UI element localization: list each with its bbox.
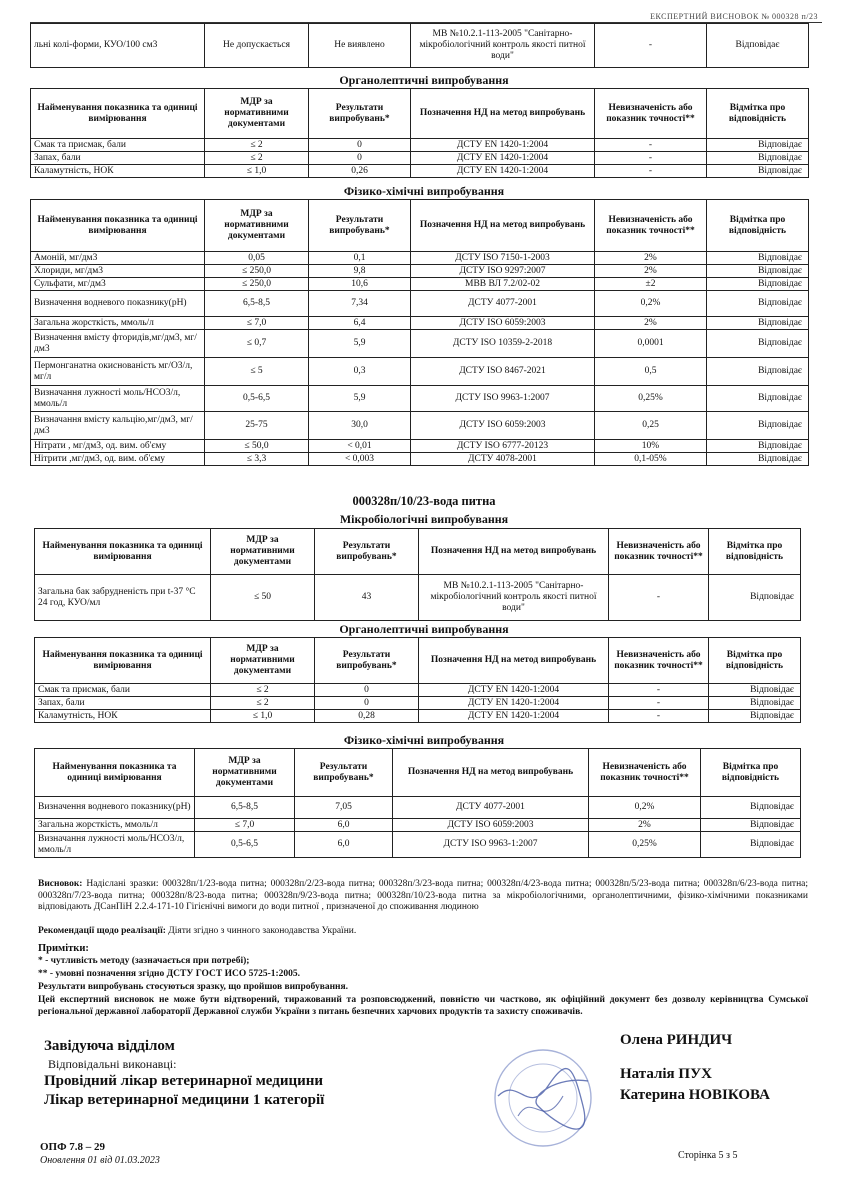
table-row xyxy=(31,358,809,386)
cell-name: Сульфати, мг/дм3 xyxy=(31,278,205,291)
sample-title: 000328п/10/23-вода питна xyxy=(352,494,496,508)
cell-mdr: ≤ 2 xyxy=(205,152,309,165)
cell-mark: Відповідає xyxy=(701,819,801,832)
cell-uncert: - xyxy=(595,152,707,165)
cell-result: 7,34 xyxy=(309,291,411,317)
cell-method: ДСТУ EN 1420-1:2004 xyxy=(419,684,609,697)
cell-result: 0 xyxy=(309,152,411,165)
cell-mdr: ≤ 50,0 xyxy=(205,440,309,453)
header-mark: Відмітка про відповідність xyxy=(709,638,801,684)
cell-method: ДСТУ EN 1420-1:2004 xyxy=(411,139,595,152)
cell-result: 6,0 xyxy=(295,819,393,832)
header-name: Найменування показника та одиниці вимірювання xyxy=(31,200,205,252)
cell-mark: Відповідає xyxy=(707,139,809,152)
vet-title: Лікар ветеринарної медицини 1 категорії xyxy=(44,1092,325,1108)
header-method: Позначення НД на метод випробувань xyxy=(411,89,595,139)
cell-uncert: - xyxy=(609,697,709,710)
top-continuation-table xyxy=(30,23,809,68)
section-title-organoleptic-2: Органолептичні випробування xyxy=(339,622,509,636)
header-uncert: Невизначеність або показник точності** xyxy=(609,529,709,575)
cell-mark: Відповідає xyxy=(709,697,801,710)
cell-mark: Відповідає xyxy=(707,453,809,466)
table-row xyxy=(35,797,801,819)
cell-mdr: ≤ 250,0 xyxy=(205,265,309,278)
cell-result: 0,1 xyxy=(309,252,411,265)
cell-result: 7,05 xyxy=(295,797,393,819)
cell-result: 5,9 xyxy=(309,386,411,412)
header-mark: Відмітка про відповідність xyxy=(709,529,801,575)
header-method: Позначення НД на метод випробувань xyxy=(411,200,595,252)
cell-method: ДСТУ EN 1420-1:2004 xyxy=(419,697,609,710)
cell-mark: Відповідає xyxy=(707,252,809,265)
cell-mark: Відповідає xyxy=(709,575,801,621)
header-method: Позначення НД на метод випробувань xyxy=(419,529,609,575)
cell-uncert: 10% xyxy=(595,440,707,453)
cell-method: ДСТУ EN 1420-1:2004 xyxy=(419,710,609,723)
header-method: Позначення НД на метод випробувань xyxy=(419,638,609,684)
table-row xyxy=(31,252,809,265)
header-mark: Відмітка про відповідність xyxy=(707,200,809,252)
header-mark: Відмітка про відповідність xyxy=(701,749,801,797)
cell-mdr: 6,5-8,5 xyxy=(205,291,309,317)
cell-name: Визначання лужності моль/НСО3/л, ммоль/л xyxy=(35,832,195,858)
header-mdr: МДР за нормативними документами xyxy=(195,749,295,797)
table-row xyxy=(35,710,801,723)
cell-mark: Відповідає xyxy=(709,684,801,697)
table-row xyxy=(31,265,809,278)
table-row xyxy=(31,412,809,440)
cell-mdr: 0,5-6,5 xyxy=(195,832,295,858)
cell-result: 43 xyxy=(315,575,419,621)
table-row xyxy=(35,819,801,832)
cell-method: ДСТУ ISO 9963-1:2007 xyxy=(411,386,595,412)
cell-method: ДСТУ EN 1420-1:2004 xyxy=(411,165,595,178)
table-row xyxy=(31,278,809,291)
cell-mdr: ≤ 3,3 xyxy=(205,453,309,466)
header-mdr: МДР за нормативними документами xyxy=(205,200,309,252)
cell-method: ДСТУ ISO 9963-1:2007 xyxy=(393,832,589,858)
cell-name: Запах, бали xyxy=(35,697,211,710)
page-number: Сторінка 5 з 5 xyxy=(678,1150,738,1161)
table-row xyxy=(35,575,801,621)
cell-result: 0 xyxy=(315,684,419,697)
note-3: Результати випробувань стосуються зразку, що пройшов випробування. xyxy=(38,982,349,992)
cell-method: ДСТУ ISO 7150-1-2003 xyxy=(411,252,595,265)
cell-method: МВВ ВЛ 7.2/02-02 xyxy=(411,278,595,291)
section-title-organoleptic-1: Органолептичні випробування xyxy=(339,73,509,87)
cell-mdr: ≤ 5 xyxy=(205,358,309,386)
cell-name: Хлориди, мг/дм3 xyxy=(31,265,205,278)
cell-mark: Відповідає xyxy=(707,317,809,330)
cell-name: Каламутність, НОК xyxy=(31,165,205,178)
table-row xyxy=(31,330,809,358)
cell-name: Смак та присмак, бали xyxy=(31,139,205,152)
table-row xyxy=(31,453,809,466)
header-mark: Відмітка про відповідність xyxy=(707,89,809,139)
cell-uncert: 0,5 xyxy=(595,358,707,386)
cell-mark: Відповідає xyxy=(707,330,809,358)
cell-mark: Відповідає xyxy=(707,152,809,165)
cell-mark: Відповідає xyxy=(707,165,809,178)
cell-mark: Відповідає xyxy=(707,386,809,412)
cell-name: Амоній, мг/дм3 xyxy=(31,252,205,265)
cell-name: Визначення вмісту фторидів,мг/дм3, мг/дм3 xyxy=(31,330,205,358)
table-row xyxy=(31,386,809,412)
cell-uncert: - xyxy=(609,684,709,697)
conclusion-label: Висновок: xyxy=(38,879,83,889)
cell-name: Визначання лужності моль/НСО3/л, ммоль/л xyxy=(31,386,205,412)
cell-uncert: - xyxy=(595,139,707,152)
row-mark: Відповідає xyxy=(707,24,809,68)
cell-mdr: ≤ 50 xyxy=(211,575,315,621)
physchem-table-1 xyxy=(30,199,809,466)
cell-mark: Відповідає xyxy=(701,832,801,858)
cell-mdr: ≤ 7,0 xyxy=(205,317,309,330)
row-result: Не виявлено xyxy=(309,24,411,68)
cell-uncert: 2% xyxy=(595,252,707,265)
cell-mdr: ≤ 2 xyxy=(211,684,315,697)
header-result: Результати випробувань* xyxy=(315,638,419,684)
lead-vet-title: Провідний лікар ветеринарної медицини xyxy=(44,1073,324,1089)
doc-reference: ЕКСПЕРТНИЙ ВИСНОВОК № 000328 п/23 xyxy=(650,12,818,21)
header-method: Позначення НД на метод випробувань xyxy=(393,749,589,797)
cell-uncert: 0,2% xyxy=(589,797,701,819)
official-stamp-and-signature xyxy=(488,1036,608,1156)
cell-result: 10,6 xyxy=(309,278,411,291)
header-mdr: МДР за нормативними документами xyxy=(211,529,315,575)
cell-mark: Відповідає xyxy=(707,412,809,440)
section-title-micro-2: Мікробіологічні випробування xyxy=(339,512,509,526)
cell-result: < 0,003 xyxy=(309,453,411,466)
cell-name: Визначання вмісту кальцію,мг/дм3, мг/дм3 xyxy=(31,412,205,440)
cell-name: Нітрати , мг/дм3, од. вим. об'єму xyxy=(31,440,205,453)
cell-name: Запах, бали xyxy=(31,152,205,165)
cell-mdr: 0,5-6,5 xyxy=(205,386,309,412)
row-name: льні колі-форми, КУО/100 см3 xyxy=(31,24,205,68)
cell-mdr: ≤ 2 xyxy=(205,139,309,152)
cell-mdr: ≤ 1,0 xyxy=(205,165,309,178)
conclusion xyxy=(38,879,808,914)
table-row xyxy=(35,684,801,697)
cell-uncert: 2% xyxy=(589,819,701,832)
cell-mdr: 6,5-8,5 xyxy=(195,797,295,819)
lead-vet-name: Наталія ПУХ xyxy=(620,1066,712,1082)
table-row xyxy=(31,165,809,178)
cell-mdr: ≤ 2 xyxy=(211,697,315,710)
header-uncert: Невизначеність або показник точності** xyxy=(595,200,707,252)
header-mdr: МДР за нормативними документами xyxy=(211,638,315,684)
cell-uncert: 2% xyxy=(595,265,707,278)
cell-uncert: 0,2% xyxy=(595,291,707,317)
cell-method: ДСТУ EN 1420-1:2004 xyxy=(411,152,595,165)
header-name: Найменування показника та одиниці вимірювання xyxy=(31,89,205,139)
header-result: Результати випробувань* xyxy=(295,749,393,797)
physchem-table-2 xyxy=(34,748,801,858)
note-2: ** - умовні позначення згідно ДСТУ ГОСТ ИСО 5725-1:2005. xyxy=(38,969,301,979)
table-row xyxy=(31,291,809,317)
cell-method: ДСТУ ISO 6059:2003 xyxy=(411,317,595,330)
cell-uncert: 0,1-05% xyxy=(595,453,707,466)
cell-method: ДСТУ ISO 6059:2003 xyxy=(411,412,595,440)
cell-mdr: 25-75 xyxy=(205,412,309,440)
cell-uncert: - xyxy=(609,575,709,621)
cell-mdr: ≤ 7,0 xyxy=(195,819,295,832)
header-mdr: МДР за нормативними документами xyxy=(205,89,309,139)
header-result: Результати випробувань* xyxy=(309,89,411,139)
cell-result: 0,26 xyxy=(309,165,411,178)
cell-name: Смак та присмак, бали xyxy=(35,684,211,697)
form-code: ОПФ 7.8 – 29 xyxy=(40,1141,106,1153)
organoleptic-table-1 xyxy=(30,88,809,178)
cell-mark: Відповідає xyxy=(707,440,809,453)
header-result: Результати випробувань* xyxy=(315,529,419,575)
conclusion-text: Надіслані зразки: 000328п/1/23-вода питна; 000328п/2/23-вода питна; 000328п/3/23-вода питна; 000328п/4/23-вода питна; 000328п/5/23-вода питна; 000328п/6/23-вода питна; 000328п/7/23-вода питна; 000328п/8/23-вода питна; 000328п/9/23-вода питна; 000328п/10/23-вода питна за мікробіологічними, органолептичними, фізико-хімічними показниками відповідають ДСанПіН 2.2.4-171-10 Гігієнічні вимоги до води питної , призначеної до споживання людиною xyxy=(38,879,809,912)
table-row xyxy=(31,139,809,152)
header-uncert: Невизначеність або показник точності** xyxy=(589,749,701,797)
cell-uncert: ±2 xyxy=(595,278,707,291)
notes-title: Примітки: xyxy=(38,943,89,954)
cell-uncert: 0,25% xyxy=(595,386,707,412)
head-name: Олена РИНДИЧ xyxy=(620,1032,733,1048)
row-method: МВ №10.2.1-113-2005 "Санітарно-мікробіологічний контроль якості питної води" xyxy=(411,24,595,68)
form-updated: Оновлення 01 від 01.03.2023 xyxy=(40,1155,160,1166)
cell-result: < 0,01 xyxy=(309,440,411,453)
note-4: Цей експертний висновок не може бути відтворений, тиражований та розповсюджений, повністю чи частково, як офіційний документ без дозволу керівництва Сумської регіональної державної лабораторії Державної служби України з питань безпечних харчових продуктів та захисту споживачів. xyxy=(38,995,808,1017)
cell-mdr: ≤ 250,0 xyxy=(205,278,309,291)
cell-name: Нітрити ,мг/дм3, од. вим. об'єму xyxy=(31,453,205,466)
header-name: Найменування показника та одиниці вимірювання xyxy=(35,749,195,797)
section-title-physchem-1: Фізико-хімічні випробування xyxy=(343,184,505,198)
header-uncert: Невизначеність або показник точності** xyxy=(609,638,709,684)
cell-method: ДСТУ 4077-2001 xyxy=(411,291,595,317)
cell-method: ДСТУ ISO 10359-2-2018 xyxy=(411,330,595,358)
section-title-physchem-2: Фізико-хімічні випробування xyxy=(343,733,505,747)
cell-mark: Відповідає xyxy=(709,710,801,723)
table-row xyxy=(31,152,809,165)
cell-mark: Відповідає xyxy=(707,291,809,317)
row-mdr: Не допускається xyxy=(205,24,309,68)
cell-method: ДСТУ ISO 9297:2007 xyxy=(411,265,595,278)
cell-uncert: - xyxy=(595,165,707,178)
cell-uncert: - xyxy=(609,710,709,723)
cell-result: 0 xyxy=(315,697,419,710)
cell-name: Загальна жорсткість, ммоль/л xyxy=(31,317,205,330)
cell-result: 6,0 xyxy=(295,832,393,858)
cell-mark: Відповідає xyxy=(707,265,809,278)
cell-result: 6,4 xyxy=(309,317,411,330)
cell-uncert: 0,25% xyxy=(589,832,701,858)
cell-uncert: 0,25 xyxy=(595,412,707,440)
cell-name: Визначення водневого показнику(pH) xyxy=(35,797,195,819)
table-row xyxy=(35,697,801,710)
cell-result: 0,3 xyxy=(309,358,411,386)
table-row xyxy=(35,832,801,858)
cell-result: 0 xyxy=(309,139,411,152)
header-uncert: Невизначеність або показник точності** xyxy=(595,89,707,139)
executors-label: Відповідальні виконавці: xyxy=(48,1057,177,1071)
header-result: Результати випробувань* xyxy=(309,200,411,252)
header-name: Найменування показника та одиниці вимірювання xyxy=(35,638,211,684)
recommendation xyxy=(38,926,808,938)
table-row xyxy=(31,440,809,453)
cell-method: ДСТУ ISO 8467-2021 xyxy=(411,358,595,386)
cell-mdr: ≤ 0,7 xyxy=(205,330,309,358)
cell-result: 9,8 xyxy=(309,265,411,278)
note-1: * - чутливість методу (зазначається при потребі); xyxy=(38,956,250,966)
row-uncert: - xyxy=(595,24,707,68)
cell-mark: Відповідає xyxy=(701,797,801,819)
cell-name: Загальна бак забрудненість при t-37 °С 24 год, КУО/мл xyxy=(35,575,211,621)
cell-method: МВ №10.2.1-113-2005 "Санітарно-мікробіологічний контроль якості питної води" xyxy=(419,575,609,621)
vet-name: Катерина НОВІКОВА xyxy=(620,1087,770,1103)
cell-uncert: 0,0001 xyxy=(595,330,707,358)
cell-name: Пермонганатна окиснованість мг/О3/л, мг/л xyxy=(31,358,205,386)
cell-result: 30,0 xyxy=(309,412,411,440)
header-name: Найменування показника та одиниці вимірювання xyxy=(35,529,211,575)
cell-name: Каламутність, НОК xyxy=(35,710,211,723)
cell-method: ДСТУ 4077-2001 xyxy=(393,797,589,819)
cell-mark: Відповідає xyxy=(707,278,809,291)
organoleptic-table-2 xyxy=(34,637,801,723)
head-title: Завідуюча відділом xyxy=(44,1038,175,1054)
microbiology-table-2 xyxy=(34,528,801,621)
cell-method: ДСТУ ISO 6059:2003 xyxy=(393,819,589,832)
cell-mdr: ≤ 1,0 xyxy=(211,710,315,723)
cell-name: Визначення водневого показнику(pH) xyxy=(31,291,205,317)
cell-mdr: 0,05 xyxy=(205,252,309,265)
cell-result: 0,28 xyxy=(315,710,419,723)
recommendation-text: Діяти згідно з чинного законодавства України. xyxy=(168,926,357,936)
cell-method: ДСТУ 4078-2001 xyxy=(411,453,595,466)
cell-result: 5,9 xyxy=(309,330,411,358)
cell-uncert: 2% xyxy=(595,317,707,330)
table-row xyxy=(31,317,809,330)
cell-name: Загальна жорсткість, ммоль/л xyxy=(35,819,195,832)
recommendation-label: Рекомендації щодо реалізації: xyxy=(38,926,166,936)
cell-mark: Відповідає xyxy=(707,358,809,386)
cell-method: ДСТУ ISO 6777-20123 xyxy=(411,440,595,453)
